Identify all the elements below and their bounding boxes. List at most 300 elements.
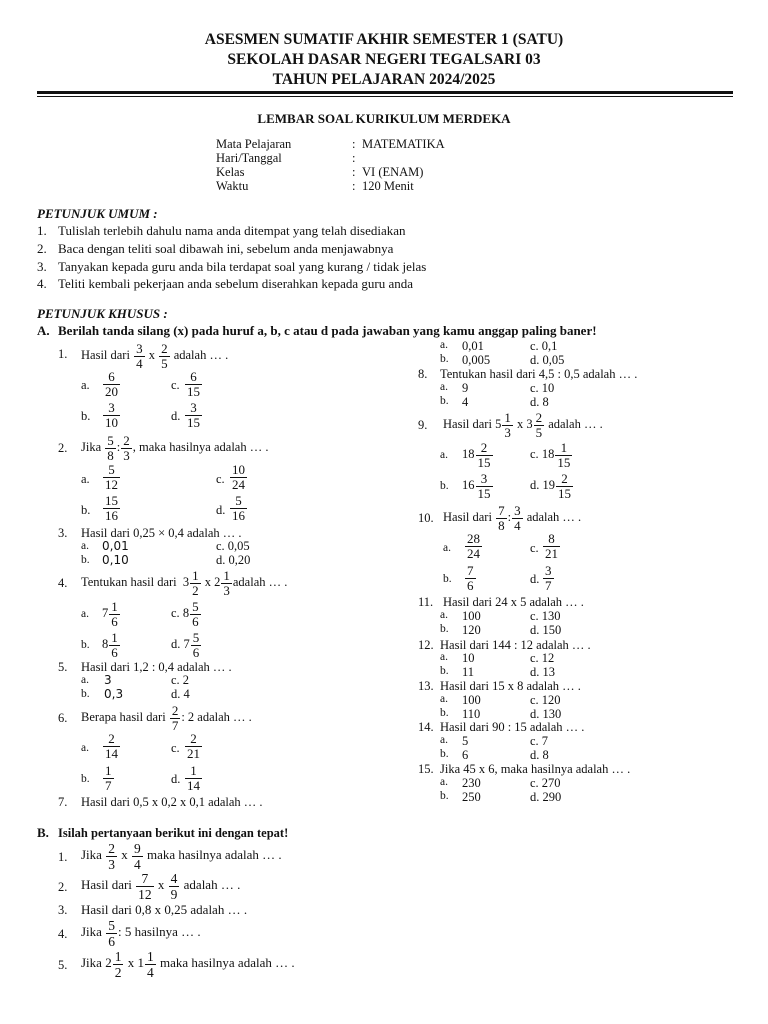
section-a-instruction: Berilah tanda silang (x) pada huruf a, b, c atau d pada jawaban yang kamu anggap paling baner! bbox=[58, 323, 597, 338]
fraction-denominator: 15 bbox=[477, 485, 491, 501]
question-prefix: Jika bbox=[81, 955, 102, 970]
option-a-letter[interactable]: a. bbox=[440, 339, 448, 351]
fraction-numerator: 2 bbox=[171, 702, 179, 718]
fraction-denominator: 15 bbox=[187, 384, 200, 399]
mixed-whole: 2 bbox=[214, 575, 221, 589]
fraction-numerator: 3 bbox=[514, 502, 521, 518]
section-b-label: B. bbox=[37, 825, 49, 840]
fraction-numerator: 8 bbox=[543, 532, 560, 547]
option-d-letter[interactable]: d. bbox=[171, 772, 181, 786]
question-number: 14. bbox=[418, 720, 434, 734]
option-c[interactable]: c. 130 bbox=[530, 609, 561, 623]
fraction-numerator: 1 bbox=[114, 948, 122, 964]
mixed-whole: 2 bbox=[105, 955, 112, 970]
fraction-numerator: 15 bbox=[105, 493, 118, 508]
info-label: Kelas bbox=[216, 165, 245, 179]
fraction-denominator: 16 bbox=[232, 508, 245, 523]
option-a-letter[interactable]: a. bbox=[81, 378, 90, 392]
fraction-numerator: 7 bbox=[467, 563, 474, 578]
question-number: 5. bbox=[58, 660, 68, 674]
option-d[interactable]: d. 130 bbox=[530, 707, 562, 721]
info-sep: : bbox=[352, 179, 356, 193]
fraction-numerator: 2 bbox=[185, 732, 202, 747]
question-number: 10. bbox=[418, 511, 434, 525]
mixed-whole: 16 bbox=[462, 478, 475, 492]
option-a-letter[interactable]: a. bbox=[440, 734, 448, 746]
fraction-denominator: 6 bbox=[111, 613, 118, 629]
option-d-letter: d. bbox=[171, 637, 181, 651]
option-b-value[interactable]: 0,005 bbox=[462, 353, 491, 367]
option-d[interactable]: d. 8 bbox=[530, 395, 549, 409]
question-prefix: Jika bbox=[81, 847, 102, 862]
option-c[interactable]: c. 12 bbox=[530, 651, 555, 665]
fraction-numerator: 2 bbox=[123, 432, 130, 448]
fraction-denominator: 24 bbox=[467, 546, 480, 561]
fraction-numerator: 2 bbox=[535, 409, 543, 425]
fraction-numerator: 2 bbox=[108, 840, 115, 856]
fraction-numerator: 2 bbox=[103, 732, 120, 747]
option-a-value[interactable]: 3 bbox=[104, 673, 112, 687]
fraction-denominator: 3 bbox=[108, 856, 115, 872]
option-d[interactable]: d. 4 bbox=[171, 687, 190, 701]
question-number: 3. bbox=[58, 526, 68, 540]
option-c-value[interactable] bbox=[184, 732, 203, 761]
fraction-numerator: 5 bbox=[192, 629, 200, 645]
option-d-letter[interactable]: d. bbox=[216, 503, 226, 517]
option-a-letter[interactable]: a. bbox=[440, 449, 448, 461]
fraction-denominator: 6 bbox=[108, 933, 115, 949]
option-d[interactable]: d. 8 bbox=[530, 748, 549, 762]
option-d-letter: d. bbox=[530, 478, 540, 492]
question-text bbox=[81, 341, 228, 371]
fraction-numerator: 2 bbox=[556, 472, 573, 487]
option-a-value[interactable] bbox=[464, 532, 483, 561]
fraction-numerator: 3 bbox=[476, 472, 493, 487]
fraction-denominator: 7 bbox=[545, 578, 552, 593]
question-number: 1. bbox=[58, 850, 68, 864]
option-d-value[interactable] bbox=[542, 564, 555, 593]
fraction-numerator: 10 bbox=[232, 462, 245, 477]
question-suffix: adalah … . bbox=[183, 877, 241, 892]
option-a-letter[interactable]: a. bbox=[81, 472, 90, 486]
fraction-denominator: 21 bbox=[545, 546, 558, 561]
question-text: Hasil dari 90 : 15 adalah … . bbox=[440, 720, 585, 734]
petunjuk-num: 1. bbox=[37, 223, 47, 238]
question-prefix: Hasil dari bbox=[443, 510, 492, 524]
option-b-letter[interactable]: b. bbox=[81, 503, 91, 517]
mixed-whole: 3 bbox=[526, 417, 533, 431]
fraction-denominator: 21 bbox=[187, 746, 200, 761]
option-b-letter[interactable]: b. bbox=[81, 688, 90, 700]
question-number: 4. bbox=[58, 927, 68, 941]
question-text bbox=[81, 869, 240, 902]
petunjuk-text: Tulislah terlebih dahulu nama anda ditempat yang telah disediakan bbox=[58, 223, 406, 238]
petunjuk-text: Teliti kembali pekerjaan anda sebelum diserahkan kepada guru anda bbox=[58, 276, 413, 291]
mixed-whole: 3 bbox=[182, 575, 190, 589]
option-b-letter[interactable]: b. bbox=[440, 748, 449, 760]
fraction-denominator: 15 bbox=[557, 454, 571, 470]
fraction-denominator: 2 bbox=[114, 964, 122, 980]
operator: : 5 bbox=[117, 924, 132, 939]
fraction-numerator: 2 bbox=[476, 441, 493, 456]
fraction-denominator: 7 bbox=[171, 717, 179, 733]
question-text bbox=[81, 916, 201, 949]
question-text bbox=[443, 502, 581, 533]
question-prefix: Hasil dari bbox=[81, 348, 130, 362]
question-text: Tentukan hasil dari 4,5 : 0,5 adalah … . bbox=[440, 367, 638, 381]
option-a-letter[interactable]: a. bbox=[440, 693, 448, 705]
fraction-denominator: 14 bbox=[105, 746, 118, 761]
option-c[interactable]: c. 0,05 bbox=[216, 539, 250, 553]
operator: x bbox=[204, 575, 211, 589]
fraction-numerator: 5 bbox=[192, 598, 199, 614]
option-b-value[interactable]: 110 bbox=[462, 707, 481, 721]
option-d-value[interactable] bbox=[530, 470, 574, 501]
option-c-letter: c. bbox=[530, 447, 539, 461]
option-a-letter[interactable]: a. bbox=[440, 651, 448, 663]
mixed-whole: 8 bbox=[182, 606, 190, 620]
mixed-whole: 7 bbox=[183, 637, 190, 651]
option-a-value[interactable] bbox=[102, 463, 121, 492]
petunjuk-khusus-title: PETUNJUK KHUSUS : bbox=[37, 306, 168, 321]
question-number: 3. bbox=[58, 903, 68, 917]
fraction-denominator: 6 bbox=[192, 644, 200, 660]
fraction-denominator: 8 bbox=[107, 447, 114, 463]
fraction-denominator: 15 bbox=[477, 454, 491, 470]
option-b-letter[interactable]: b. bbox=[440, 707, 449, 719]
question-number: 2. bbox=[58, 880, 68, 894]
fraction-denominator: 4 bbox=[133, 856, 141, 872]
info-sep: : bbox=[352, 151, 356, 165]
option-b-letter[interactable]: b. bbox=[81, 773, 90, 785]
fraction-numerator: 1 bbox=[146, 948, 154, 964]
info-label: Mata Pelajaran bbox=[216, 137, 292, 151]
question-number: 11. bbox=[418, 595, 434, 609]
option-b-letter[interactable]: b. bbox=[443, 573, 452, 585]
question-number: 4. bbox=[58, 576, 68, 590]
question-suffix: maka hasilnya adalah … . bbox=[159, 955, 295, 970]
fraction-numerator: 7 bbox=[136, 871, 154, 887]
fraction-numerator: 1 bbox=[111, 629, 118, 645]
fraction-numerator: 5 bbox=[230, 494, 247, 509]
option-a-value[interactable] bbox=[102, 732, 121, 761]
question-suffix: adalah … . bbox=[197, 710, 252, 724]
option-b-letter[interactable]: b. bbox=[440, 395, 449, 407]
fraction-denominator: 6 bbox=[467, 578, 474, 593]
option-b-letter[interactable]: b. bbox=[440, 790, 449, 802]
question-text bbox=[81, 702, 252, 733]
fraction-denominator: 3 bbox=[504, 424, 511, 440]
mixed-whole: 1 bbox=[137, 955, 144, 970]
question-text bbox=[81, 947, 295, 980]
question-suffix: adalah … . bbox=[526, 510, 582, 524]
mixed-whole: 19 bbox=[542, 478, 555, 492]
question-prefix: Tentukan hasil dari bbox=[81, 575, 177, 589]
option-b-letter[interactable]: b. bbox=[81, 639, 90, 651]
fraction-denominator: 9 bbox=[170, 886, 178, 902]
fraction-numerator: 1 bbox=[555, 441, 572, 456]
fraction-denominator: 4 bbox=[146, 964, 154, 980]
option-c[interactable]: c. 7 bbox=[530, 734, 549, 748]
option-a-letter[interactable]: a. bbox=[81, 742, 89, 754]
option-b-letter[interactable]: b. bbox=[81, 554, 90, 566]
option-a-value[interactable]: 10 bbox=[462, 651, 475, 665]
operator: x bbox=[148, 348, 155, 362]
fraction-denominator: 4 bbox=[514, 517, 521, 533]
option-c-letter[interactable]: c. bbox=[171, 378, 180, 392]
option-b-value[interactable]: 250 bbox=[462, 790, 481, 804]
question-text bbox=[81, 567, 287, 598]
option-b-value[interactable] bbox=[102, 494, 121, 523]
question-prefix: Jika bbox=[81, 440, 102, 454]
question-number: 8. bbox=[418, 367, 428, 381]
fraction-denominator: 2 bbox=[192, 582, 199, 598]
question-text bbox=[81, 433, 268, 463]
question-suffix: adalah … . bbox=[232, 575, 288, 589]
question-text: Hasil dari 0,25 × 0,4 adalah … . bbox=[81, 526, 242, 540]
fraction-denominator: 24 bbox=[232, 477, 245, 492]
question-number: 13. bbox=[418, 679, 434, 693]
option-c-letter[interactable]: c. bbox=[216, 472, 225, 486]
fraction-numerator: 1 bbox=[223, 567, 230, 583]
option-a-letter[interactable]: a. bbox=[440, 776, 448, 788]
question-text bbox=[81, 839, 282, 872]
question-prefix: Jika bbox=[81, 924, 102, 939]
option-d-value[interactable] bbox=[184, 764, 203, 793]
mixed-whole: 18 bbox=[541, 447, 555, 461]
fraction-denominator: 3 bbox=[223, 582, 230, 598]
info-value: MATEMATIKA bbox=[362, 137, 445, 151]
fraction-denominator: 6 bbox=[111, 644, 118, 660]
fraction-numerator: 6 bbox=[185, 370, 202, 385]
option-b-value[interactable] bbox=[102, 764, 115, 793]
fraction-numerator: 6 bbox=[103, 370, 120, 385]
option-b-letter[interactable]: b. bbox=[440, 623, 449, 635]
question-number: 9. bbox=[418, 418, 428, 432]
option-d[interactable]: d. 13 bbox=[530, 665, 555, 679]
option-a-value[interactable] bbox=[462, 439, 494, 470]
info-value: VI (ENAM) bbox=[362, 165, 424, 179]
mixed-whole: 18 bbox=[462, 447, 475, 461]
fraction-numerator: 1 bbox=[111, 598, 118, 614]
fraction-denominator: 3 bbox=[123, 447, 130, 463]
petunjuk-num: 3. bbox=[37, 259, 47, 274]
option-a-value[interactable]: 0,01 bbox=[462, 339, 484, 353]
question-text: Hasil dari 1,2 : 0,4 adalah … . bbox=[81, 660, 232, 674]
question-number: 2. bbox=[58, 441, 68, 455]
option-d-value[interactable] bbox=[171, 629, 202, 660]
option-b-value[interactable]: 0,3 bbox=[104, 687, 124, 701]
mixed-whole: 5 bbox=[495, 417, 502, 431]
option-b-value[interactable]: 120 bbox=[462, 623, 481, 637]
option-d-letter[interactable]: d. bbox=[530, 572, 540, 586]
question-text: Jika 45 x 6, maka hasilnya adalah … . bbox=[440, 762, 631, 776]
option-a-value[interactable] bbox=[102, 370, 121, 399]
fraction-denominator: 12 bbox=[138, 886, 152, 902]
question-text bbox=[443, 409, 603, 440]
fraction-numerator: 5 bbox=[107, 432, 114, 448]
option-c-value[interactable] bbox=[542, 532, 561, 561]
option-c-value[interactable] bbox=[530, 439, 573, 470]
operator: x bbox=[516, 417, 524, 431]
header-divider-thin bbox=[37, 96, 733, 97]
info-label: Hari/Tanggal bbox=[216, 151, 282, 165]
fraction-numerator: 3 bbox=[136, 340, 143, 356]
fraction-denominator: 15 bbox=[558, 485, 571, 501]
option-b-letter[interactable]: b. bbox=[440, 665, 449, 677]
header-divider-thick bbox=[37, 91, 733, 94]
petunjuk-text: Tanyakan kepada guru anda bila terdapat soal yang kurang / tidak jelas bbox=[58, 259, 427, 274]
question-suffix: adalah … . bbox=[173, 348, 229, 362]
fraction-denominator: 20 bbox=[105, 384, 118, 399]
question-text: Hasil dari 144 : 12 adalah … . bbox=[440, 638, 591, 652]
option-a-letter[interactable]: a. bbox=[440, 381, 448, 393]
option-c-letter: c. bbox=[171, 606, 180, 620]
option-b-value[interactable]: 4 bbox=[462, 395, 469, 409]
option-d-value[interactable] bbox=[184, 401, 203, 430]
doc-title: LEMBAR SOAL KURIKULUM MERDEKA bbox=[257, 111, 511, 126]
question-number: 12. bbox=[418, 638, 434, 652]
fraction-numerator: 1 bbox=[504, 409, 511, 425]
fraction-numerator: 2 bbox=[161, 340, 168, 356]
option-a-value[interactable]: 0,01 bbox=[102, 539, 129, 553]
question-number: 1. bbox=[58, 347, 68, 361]
option-b-letter[interactable]: b. bbox=[440, 353, 449, 365]
option-d[interactable]: d. 290 bbox=[530, 790, 562, 804]
option-b-value[interactable] bbox=[102, 401, 121, 430]
section-a-label: A. bbox=[37, 323, 50, 338]
option-a-value[interactable]: 5 bbox=[462, 734, 469, 748]
petunjuk-num: 4. bbox=[37, 276, 47, 291]
fraction-numerator: 28 bbox=[467, 531, 480, 546]
fraction-numerator: 3 bbox=[103, 401, 120, 416]
option-a-letter[interactable]: a. bbox=[440, 609, 448, 621]
option-a-letter[interactable]: a. bbox=[81, 540, 89, 552]
option-b-value[interactable] bbox=[102, 629, 121, 660]
fraction-numerator: 3 bbox=[545, 563, 552, 578]
fraction-denominator: 14 bbox=[187, 778, 200, 793]
question-text: Hasil dari 15 x 8 adalah … . bbox=[440, 679, 581, 693]
fraction-denominator: 10 bbox=[105, 415, 118, 430]
question-suffix: maka hasilnya adalah … . bbox=[146, 847, 282, 862]
option-d-letter[interactable]: d. bbox=[171, 409, 181, 423]
fraction-denominator: 16 bbox=[105, 508, 118, 523]
info-label: Waktu bbox=[216, 179, 249, 193]
fraction-denominator: 15 bbox=[187, 415, 200, 430]
info-sep: : bbox=[352, 137, 356, 151]
option-b-value[interactable]: 6 bbox=[462, 748, 469, 762]
operator: x bbox=[121, 847, 128, 862]
fraction-numerator: 9 bbox=[133, 840, 141, 856]
question-prefix: Hasil dari bbox=[81, 877, 132, 892]
option-c-value[interactable] bbox=[229, 463, 248, 492]
fraction-denominator: 7 bbox=[105, 778, 112, 793]
school-header-line3: TAHUN PELAJARAN 2024/2025 bbox=[272, 71, 496, 88]
option-b-letter[interactable]: b. bbox=[81, 409, 91, 423]
school-header-line1: ASESMEN SUMATIF AKHIR SEMESTER 1 (SATU) bbox=[204, 31, 564, 48]
operator: x bbox=[127, 955, 135, 970]
option-d[interactable]: d. 0,20 bbox=[216, 553, 251, 567]
option-d-value[interactable] bbox=[229, 494, 248, 523]
option-c[interactable]: c. 120 bbox=[530, 693, 561, 707]
operator: x bbox=[157, 877, 165, 892]
question-number: 7. bbox=[58, 795, 68, 809]
option-a-letter[interactable]: a. bbox=[443, 542, 451, 554]
fraction-denominator: 4 bbox=[136, 355, 143, 371]
question-number: 15. bbox=[418, 762, 434, 776]
fraction-numerator: 5 bbox=[103, 463, 120, 478]
question-prefix: Berapa hasil dari bbox=[81, 710, 166, 724]
option-b-value[interactable] bbox=[462, 470, 494, 501]
fraction-denominator: 8 bbox=[498, 517, 505, 533]
option-c-value[interactable] bbox=[184, 370, 203, 399]
option-d[interactable]: d. 150 bbox=[530, 623, 562, 637]
info-value: 120 Menit bbox=[362, 179, 414, 193]
school-header-line2: SEKOLAH DASAR NEGERI TEGALSARI 03 bbox=[227, 51, 541, 68]
question-suffix: adalah … . bbox=[548, 417, 603, 431]
question-text: Hasil dari 24 x 5 adalah … . bbox=[443, 595, 584, 609]
option-a-letter[interactable]: a. bbox=[81, 674, 89, 686]
mixed-whole: 7 bbox=[102, 606, 109, 620]
mixed-whole: 8 bbox=[102, 637, 109, 651]
question-prefix: Hasil dari bbox=[443, 417, 492, 431]
option-d[interactable]: d. 0,05 bbox=[530, 353, 565, 367]
operator: : 2 bbox=[181, 710, 195, 724]
fraction-numerator: 1 bbox=[185, 764, 202, 779]
option-b-value[interactable]: 0,10 bbox=[102, 553, 129, 567]
fraction-numerator: 7 bbox=[498, 502, 505, 518]
option-a-value[interactable] bbox=[102, 598, 121, 629]
fraction-numerator: 1 bbox=[192, 567, 199, 583]
fraction-denominator: 6 bbox=[192, 613, 199, 629]
section-b-instruction: Isilah pertanyaan berikut ini dengan tepat! bbox=[58, 826, 289, 840]
question-suffix: hasilnya … . bbox=[134, 924, 201, 939]
option-a-value[interactable]: 100 bbox=[462, 609, 481, 623]
option-b-value[interactable]: 11 bbox=[462, 665, 475, 679]
operator: : bbox=[507, 510, 512, 524]
option-b-value[interactable] bbox=[464, 564, 477, 593]
option-c[interactable]: c. 2 bbox=[171, 673, 190, 687]
option-a-letter[interactable]: a. bbox=[81, 608, 89, 620]
option-a-value[interactable]: 100 bbox=[462, 693, 481, 707]
petunjuk-umum-title: PETUNJUK UMUM : bbox=[37, 206, 158, 221]
option-c-letter[interactable]: c. bbox=[171, 741, 180, 755]
fraction-numerator: 1 bbox=[105, 763, 112, 778]
option-c-letter[interactable]: c. bbox=[530, 541, 539, 555]
petunjuk-text: Baca dengan teliti soal dibawah ini, sebelum anda menjawabnya bbox=[58, 241, 394, 256]
question-text: Hasil dari 0,5 x 0,2 x 0,1 adalah … . bbox=[81, 795, 263, 809]
fraction-denominator: 5 bbox=[161, 355, 168, 371]
question-number: 5. bbox=[58, 958, 68, 972]
question-number: 6. bbox=[58, 711, 68, 725]
fraction-numerator: 3 bbox=[185, 401, 202, 416]
info-sep: : bbox=[352, 165, 356, 179]
fraction-denominator: 5 bbox=[535, 424, 543, 440]
option-c[interactable]: c. 270 bbox=[530, 776, 561, 790]
petunjuk-num: 2. bbox=[37, 241, 47, 256]
option-c-value[interactable] bbox=[171, 598, 202, 629]
option-c[interactable]: c. 10 bbox=[530, 381, 555, 395]
fraction-numerator: 5 bbox=[108, 917, 115, 933]
option-a-value[interactable]: 230 bbox=[462, 776, 481, 790]
question-text: Hasil dari 0,8 x 0,25 adalah … . bbox=[81, 902, 248, 917]
fraction-denominator: 12 bbox=[105, 477, 118, 492]
option-a-value[interactable]: 9 bbox=[462, 381, 469, 395]
operator: : bbox=[116, 440, 121, 454]
option-b-letter[interactable]: b. bbox=[440, 480, 449, 492]
fraction-numerator: 4 bbox=[170, 870, 178, 886]
option-c[interactable]: c. 0,1 bbox=[530, 339, 558, 353]
